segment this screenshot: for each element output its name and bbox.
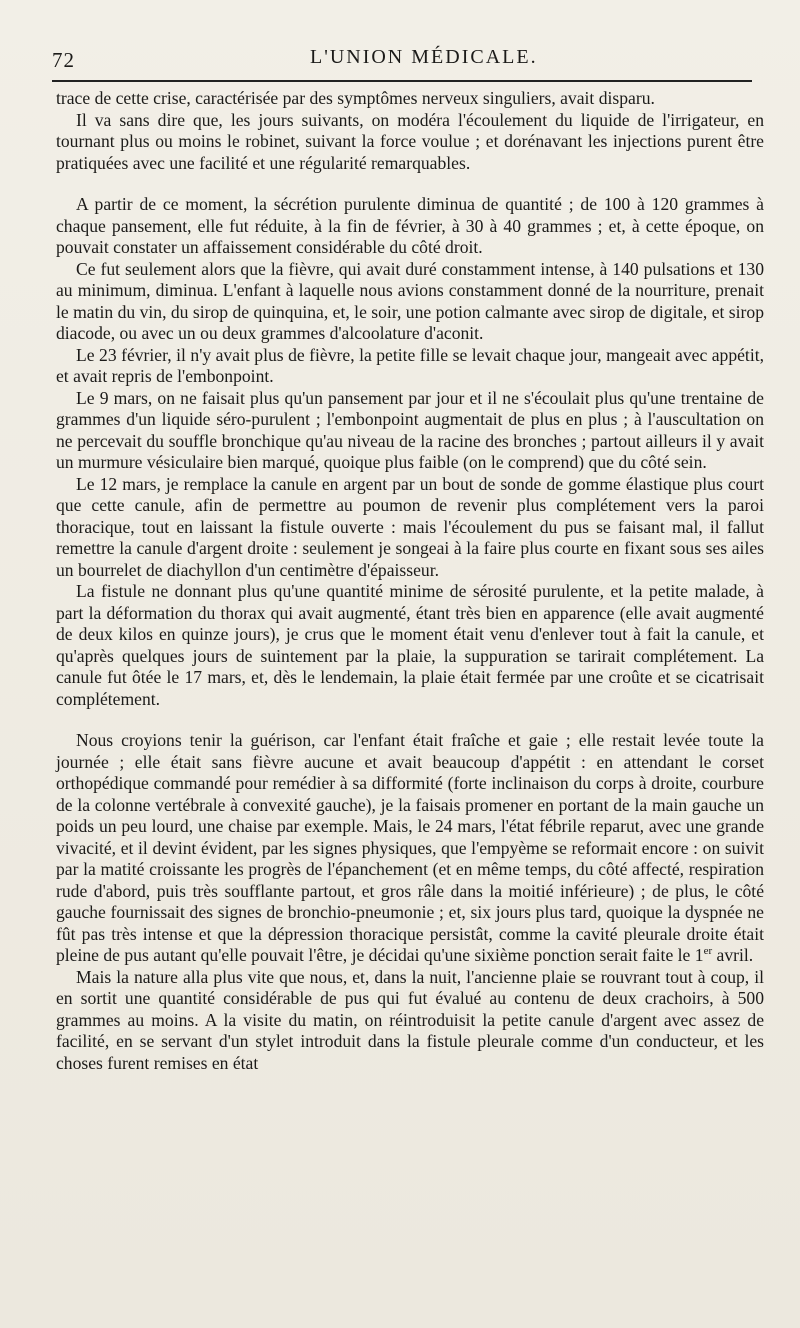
paragraph: Il va sans dire que, les jours suivants, on modéra l'écoulement du liquide de l'irrigateur, en tournant plus ou moins le robinet, suivant la force voulue ; et dorénavant les injections purent être pratiquées avec une facilité et une régularité remarquables.: [56, 109, 764, 173]
paragraph-gap: [56, 174, 764, 194]
paragraph: Le 9 mars, on ne faisait plus qu'un pansement par jour et il ne s'écoulait plus qu'une trentaine de grammes d'un liquide séro-purulent ; l'embonpoint augmentait de plus en plus ; à l'auscultation on ne percevait du souffle bronchique qu'au niveau de la racine des bronches ; partout ailleurs il y avait un murmure vésiculaire bien marqué, quoique plus faible (on le comprend) que du côté sein.: [56, 387, 764, 472]
paragraph: [56, 730, 764, 967]
running-head: L'UNION MÉDICALE.: [310, 46, 538, 68]
date-line: [695, 945, 753, 965]
paragraph-gap: [56, 710, 764, 730]
date-day: 1: [694, 945, 704, 965]
page-body: [56, 88, 764, 1074]
date-ordinal: er: [703, 945, 713, 958]
page-header: [52, 40, 752, 80]
header-rule: [52, 80, 752, 82]
paragraph: La fistule ne donnant plus qu'une quantité minime de sérosité purulente, et la petite malade, à part la déformation du thorax qui avait augmenté, étant très bien en apparence (elle avait augmenté de deux kilos en quinze jours), je crus que le moment était venu d'enlever tout à fait la canule, et qu'après quelques jours de suintement par la plaie, la suppuration se tarirait complétement. La canule fut ôtée le 17 mars, et, dès le lendemain, la plaie était fermée par une croûte et se cicatrisait complétement.: [56, 581, 764, 709]
paragraph: Mais la nature alla plus vite que nous, et, dans la nuit, l'ancienne plaie se rouvrant tout à coup, il en sortit une quantité considérable de pus qui fut évalué au contenu de deux crachoirs, à 500 grammes au moins. A la visite du matin, on réintroduisit la petite canule d'argent avec assez de facilité, en se servant d'un stylet introduit dans la fistule pleurale comme d'un conducteur, et les choses furent remises en état: [56, 966, 764, 1073]
paragraph: Le 23 février, il n'y avait plus de fièvre, la petite fille se levait chaque jour, mangeait avec appétit, et avait repris de l'embonpoint.: [56, 344, 764, 386]
paragraph: Le 12 mars, je remplace la canule en argent par un bout de sonde de gomme élastique plus court que cette canule, afin de permettre au poumon de revenir plus complétement vers la paroi thoracique, tout en laissant la fistule ouverte : mais l'écoulement du pus se faisant mal, il fallut remettre la canule d'argent droite : seulement je songeai à la faire plus courte en fixant sous ses ailes un bourrelet de diachyllon d'un centimètre d'épaisseur.: [56, 473, 764, 580]
paragraph-text: Nous croyions tenir la guérison, car l'enfant était fraîche et gaie ; elle restait levée toute la journée ; elle était sans fièvre aucune et avait beaucoup d'appétit : en attendant le corset orthopédique commandé pour remédier à sa difformité (forte inclinaison du corps à droite, courbure de la colonne vertébrale à convexité gauche), je la faisais promener en portant de la main gauche un poids un peu lourd, une chaise par exemple. Mais, le 24 mars, l'état fébrile reparut, avec une grande vivacité, et il devint évident, par les signes physiques, que l'empyème se reformait encore : on suivit par la matité croissante les progrès de l'épanchement (et en même temps, du côté affecté, respiration rude d'abord, puis très soufflante partout, et gros râle dans la moitié inférieure) ; de plus, le côté gauche fournissait des signes de bronchio-pneumonie ; et, six jours plus tard, quoique la dyspnée ne fût pas très intense et que la dépression thoracique persistât, comme la cavité pleurale droite était pleine de pus autant qu'elle pouvait l'être, je décidai qu'une sixième ponction serait faite le: [56, 730, 764, 965]
paragraph-continuation: trace de cette crise, caractérisée par des symptômes nerveux singuliers, avait disparu.: [56, 88, 655, 108]
paragraph: A partir de ce moment, la sécrétion purulente diminua de quantité ; de 100 à 120 grammes à chaque pansement, elle fut réduite, à la fin de février, à 30 à 40 grammes ; et, à cette époque, on pouvait constater un affaissement considérable du côté droit.: [56, 194, 764, 257]
page-number: 72: [52, 48, 75, 72]
date-month: avril.: [716, 945, 754, 965]
paragraph: Ce fut seulement alors que la fièvre, qui avait duré constamment intense, à 140 pulsations et 130 au minimum, diminua. L'enfant à laquelle nous avions constamment donné de la nourriture, prenait le matin du vin, du sirop de quinquina, et, le soir, une potion calmante avec sirop de digitale, et sirop diacode, ou avec un ou deux grammes d'alcoolature d'aconit.: [56, 258, 764, 343]
